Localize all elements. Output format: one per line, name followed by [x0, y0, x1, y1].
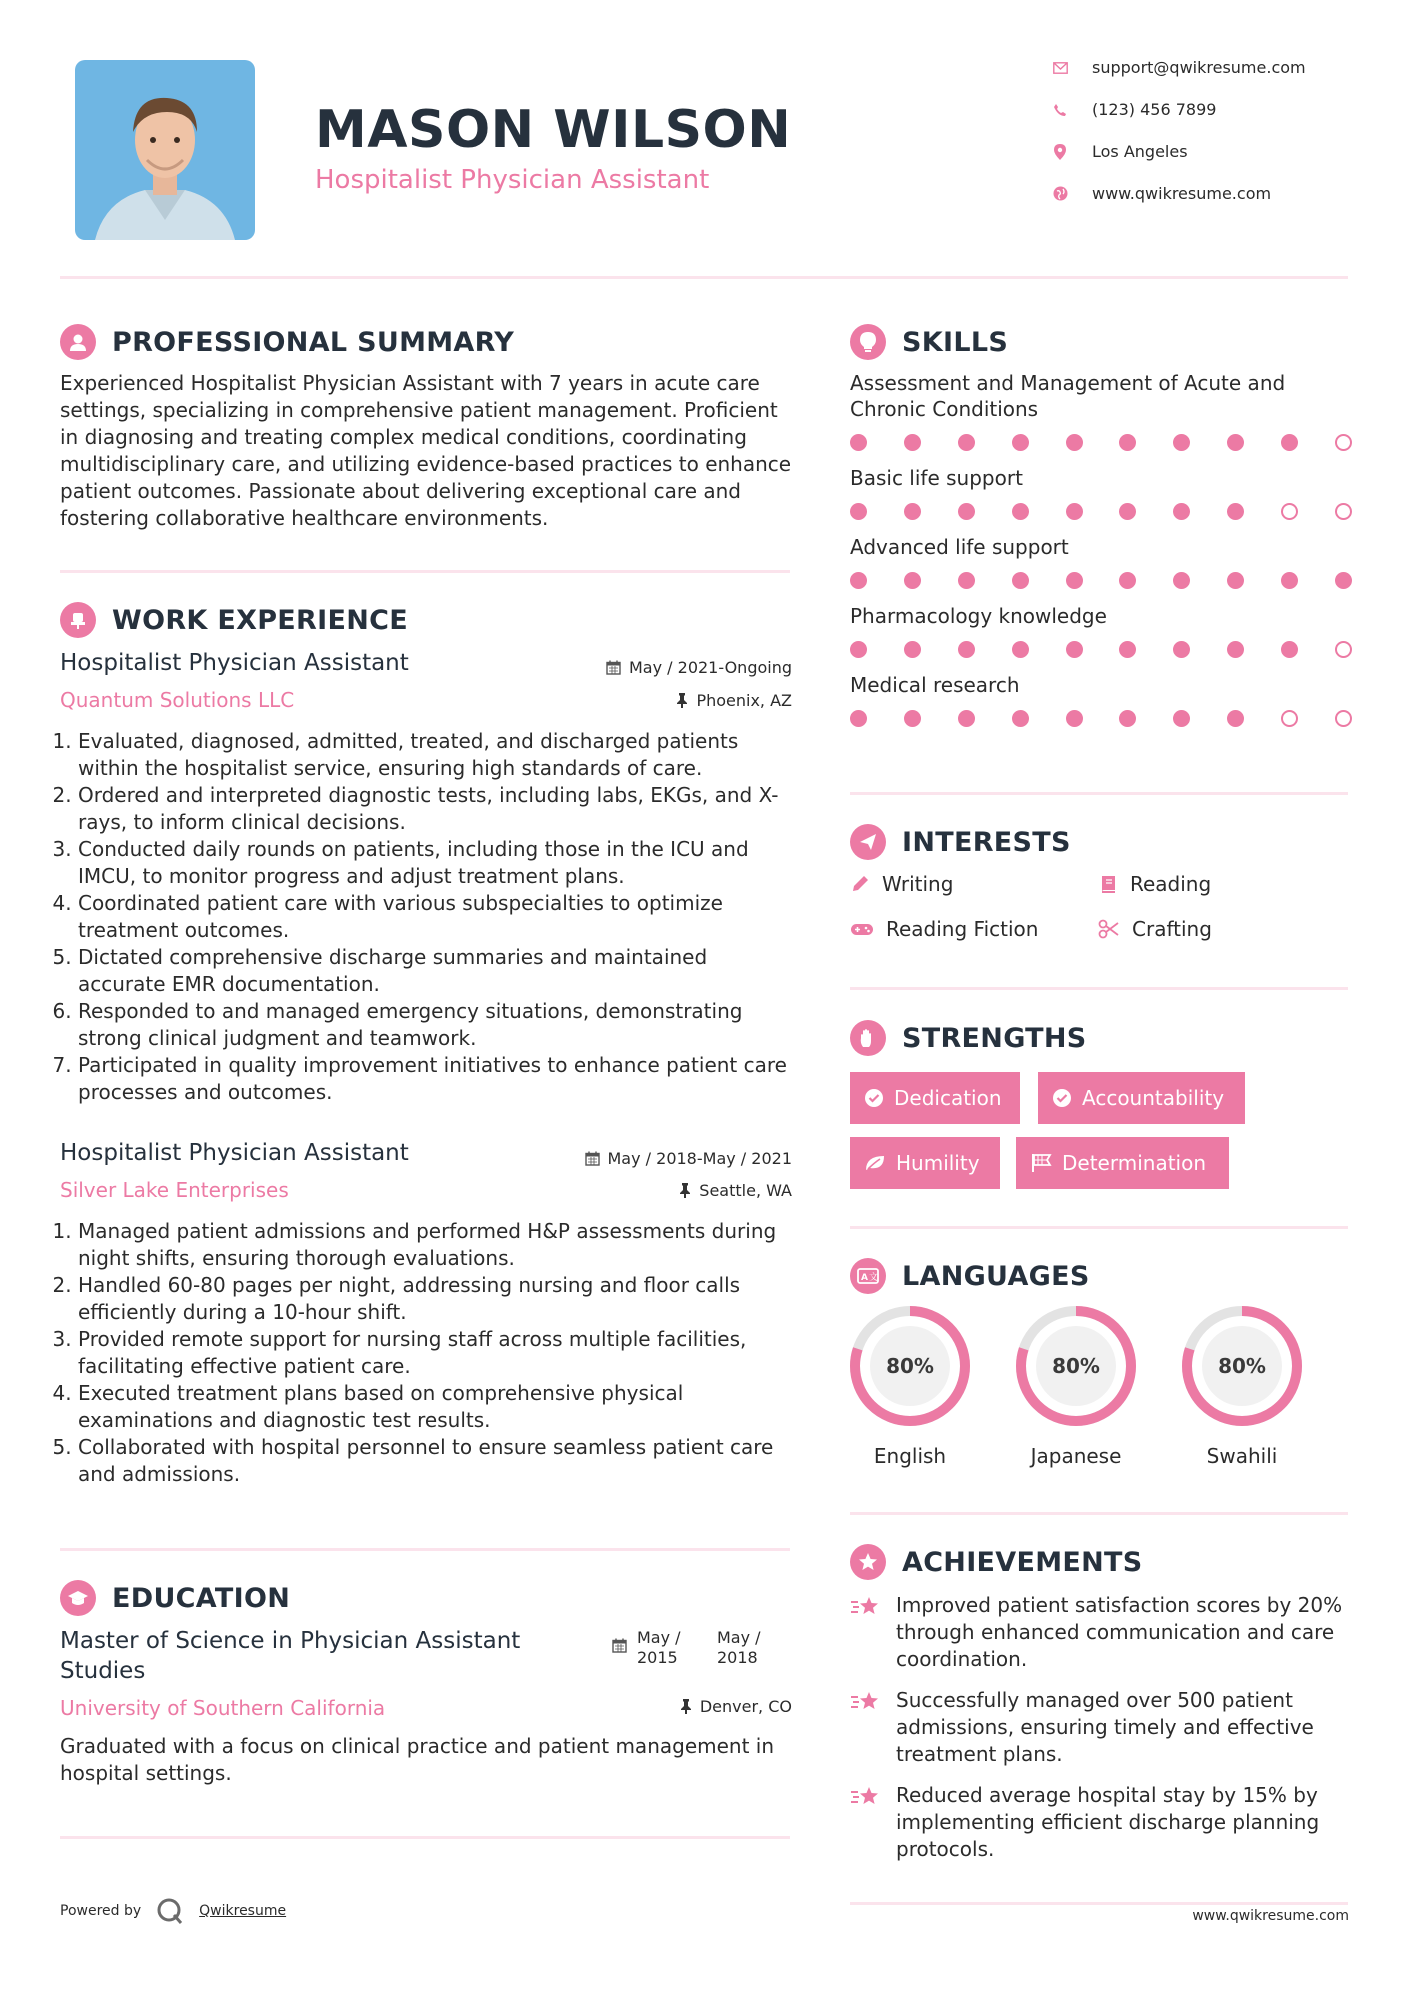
education-title: EDUCATION — [112, 1582, 291, 1614]
interests-divider — [850, 987, 1348, 990]
globe-icon — [1052, 186, 1068, 202]
rating-dot-filled — [1119, 503, 1136, 520]
list-item: 1. Evaluated, diagnosed, admitted, treated, and discharged patients within the hospitalist service, ensuring high standards of care. — [78, 728, 800, 782]
job-2-dates-text: May / 2018-May / 2021 — [607, 1149, 792, 1168]
strength-accountability — [1038, 1072, 1245, 1124]
education-end: May / 2018 — [717, 1628, 761, 1667]
skill-rating — [850, 572, 1352, 589]
rating-dot-filled — [1066, 434, 1083, 451]
rating-dot-filled — [904, 572, 921, 589]
rating-dot-filled — [1173, 572, 1190, 589]
rating-dot-filled — [904, 503, 921, 520]
achievement-item — [850, 1592, 1350, 1673]
rating-dot-filled — [1227, 503, 1244, 520]
rating-dot-empty — [1335, 710, 1352, 727]
interests-title: INTERESTS — [902, 826, 1071, 858]
rating-dot-empty — [1335, 641, 1352, 658]
rating-dot-filled — [958, 434, 975, 451]
language-swahili — [1180, 1304, 1304, 1468]
experience-title: WORK EXPERIENCE — [112, 604, 408, 636]
language-ring — [848, 1304, 972, 1428]
job-1-location-text: Phoenix, AZ — [696, 691, 792, 710]
rating-dot-empty — [1335, 434, 1352, 451]
education-heading — [60, 1580, 290, 1616]
powered-by-text: Powered by — [60, 1903, 142, 1919]
skill-item — [850, 534, 1350, 589]
achievement-text: Reduced average hospital stay by 15% by implementing efficient discharge planning protocols. — [896, 1783, 1320, 1861]
language-japanese — [1014, 1304, 1138, 1468]
achievements-divider — [850, 1902, 1348, 1905]
list-item: 4. Coordinated patient care with various subspecialties to optimize treatment outcomes. — [78, 890, 800, 944]
experience-heading — [60, 602, 408, 638]
rating-dot-empty — [1281, 710, 1298, 727]
pushpin-icon — [676, 693, 688, 708]
education-school: University of Southern California — [60, 1696, 386, 1720]
candidate-title: Hospitalist Physician Assistant — [315, 165, 710, 195]
list-item: 6. Responded to and managed emergency situations, demonstrating strong clinical judgment and teamwork. — [78, 998, 800, 1052]
language-ring — [1014, 1304, 1138, 1428]
user-icon — [60, 324, 96, 360]
achievement-item — [850, 1687, 1350, 1768]
strength-determination — [1016, 1137, 1229, 1189]
languages-divider — [850, 1512, 1348, 1515]
footer-powered — [60, 1896, 286, 1926]
strength-dedication — [850, 1072, 1020, 1124]
rating-dot-filled — [1173, 503, 1190, 520]
list-item: 1. Managed patient admissions and performed H&P assessments during night shifts, ensuring thorough evaluations. — [78, 1218, 800, 1272]
skill-item — [850, 603, 1350, 658]
language-percent: 80% — [1218, 1354, 1266, 1378]
briefcase-icon — [60, 602, 96, 638]
education-location-text: Denver, CO — [699, 1697, 792, 1716]
skill-rating — [850, 641, 1352, 658]
job-1-responsibilities — [60, 728, 800, 1106]
skill-item — [850, 370, 1350, 451]
education-degree: Master of Science in Physician Assistant Studies — [60, 1628, 521, 1684]
job-2-location — [500, 1181, 792, 1200]
map-pin-icon — [1052, 144, 1068, 160]
rating-dot-filled — [1066, 710, 1083, 727]
rating-dot-empty — [1335, 503, 1352, 520]
rating-dot-filled — [958, 503, 975, 520]
rating-dot-filled — [1066, 503, 1083, 520]
interest-label: Crafting — [1132, 917, 1212, 941]
job-1-title: Hospitalist Physician Assistant — [60, 650, 409, 676]
rating-dot-filled — [1012, 503, 1029, 520]
experience-divider — [60, 1548, 790, 1551]
envelope-icon — [1052, 60, 1068, 76]
skills-list — [850, 370, 1350, 727]
phone-text: (123) 456 7899 — [1092, 100, 1217, 119]
svg-text:A: A — [861, 1273, 868, 1283]
rating-dot-filled — [1119, 572, 1136, 589]
calendar-icon — [585, 1151, 600, 1166]
summary-heading — [60, 324, 514, 360]
skill-name: Advanced life support — [850, 535, 1069, 559]
list-item: 3. Conducted daily rounds on patients, including those in the ICU and IMCU, to monitor progress and adjust treatment plans. — [78, 836, 800, 890]
language-english — [848, 1304, 972, 1468]
languages-title: LANGUAGES — [902, 1260, 1090, 1292]
language-percent: 80% — [1052, 1354, 1100, 1378]
pushpin-icon — [679, 1183, 691, 1198]
skills-title: SKILLS — [902, 326, 1009, 358]
paper-plane-icon — [850, 824, 886, 860]
rating-dot-filled — [1012, 641, 1029, 658]
job-1-dates-text: May / 2021-Ongoing — [629, 658, 792, 677]
rating-dot-filled — [850, 503, 867, 520]
graduation-cap-icon — [60, 1580, 96, 1616]
rating-dot-filled — [1281, 434, 1298, 451]
shooting-star-icon — [850, 1594, 882, 1620]
skills-divider — [850, 792, 1348, 795]
qwikresume-link[interactable]: Qwikresume — [199, 1903, 287, 1919]
strength-label: Dedication — [894, 1086, 1002, 1110]
rating-dot-filled — [1281, 572, 1298, 589]
rating-dot-filled — [958, 641, 975, 658]
list-item: 3. Provided remote support for nursing staff across multiple facilities, facilitating effective patient care. — [78, 1326, 800, 1380]
list-item: 2. Handled 60-80 pages per night, addressing nursing and floor calls efficiently during a 10-hour shift. — [78, 1272, 800, 1326]
achievements-heading — [850, 1544, 1143, 1580]
lightbulb-icon — [850, 324, 886, 360]
education-description: Graduated with a focus on clinical practice and patient management in hospital settings. — [60, 1734, 775, 1785]
footer-website[interactable]: www.qwikresume.com — [1192, 1908, 1349, 1924]
gamepad-icon — [850, 921, 874, 937]
skill-rating — [850, 434, 1352, 451]
rating-dot-filled — [904, 641, 921, 658]
summary-divider — [60, 570, 790, 573]
rating-dot-filled — [850, 434, 867, 451]
rating-dot-filled — [1066, 572, 1083, 589]
job-1-company: Quantum Solutions LLC — [60, 688, 295, 712]
rating-dot-filled — [904, 710, 921, 727]
list-item: 5. Collaborated with hospital personnel to ensure seamless patient care and admissions. — [78, 1434, 800, 1488]
language-ring — [1180, 1304, 1304, 1428]
education-divider — [60, 1836, 790, 1839]
rating-dot-filled — [1066, 641, 1083, 658]
rating-dot-filled — [958, 572, 975, 589]
shooting-star-icon — [850, 1689, 882, 1715]
skill-name: Medical research — [850, 673, 1020, 697]
contact-location — [1052, 142, 1188, 161]
summary-title: PROFESSIONAL SUMMARY — [112, 326, 515, 358]
job-2-title: Hospitalist Physician Assistant — [60, 1140, 409, 1166]
languages-heading — [850, 1258, 1090, 1294]
profile-photo — [75, 60, 255, 240]
skills-heading — [850, 324, 1008, 360]
strength-label: Humility — [896, 1151, 980, 1175]
job-1-location — [500, 691, 792, 710]
hand-icon — [850, 1020, 886, 1056]
check-circle-icon — [864, 1088, 884, 1108]
strengths-heading — [850, 1020, 1087, 1056]
translate-icon — [850, 1258, 886, 1294]
job-2-responsibilities — [60, 1218, 800, 1488]
job-2-company: Silver Lake Enterprises — [60, 1178, 289, 1202]
strengths-divider — [850, 1226, 1348, 1229]
strengths-title: STRENGTHS — [902, 1022, 1087, 1054]
star-badge-icon — [850, 1544, 886, 1580]
education-location — [560, 1697, 792, 1716]
interest-label: Reading — [1130, 872, 1212, 896]
qwikresume-logo-icon — [155, 1896, 185, 1926]
contact-phone[interactable] — [1052, 100, 1216, 119]
scissors-icon — [1098, 919, 1120, 939]
flag-icon — [1030, 1153, 1052, 1173]
shooting-star-icon — [850, 1784, 882, 1810]
strength-label: Determination — [1062, 1151, 1207, 1175]
achievements-title: ACHIEVEMENTS — [902, 1546, 1143, 1578]
skill-item — [850, 672, 1350, 727]
summary-text: Experienced Hospitalist Physician Assistant with 7 years in acute care settings, specializing in comprehensive patient management. Proficient in diagnosing and treating complex medical conditions, coordinating multidisciplinary care, and utilizing evidence-based practices to enhance patient outcomes. Passionate about delivering exceptional care and fostering collaborative healthcare environments. — [60, 371, 792, 530]
language-name: Japanese — [1030, 1444, 1122, 1468]
achievement-text: Improved patient satisfaction scores by 20% through enhanced communication and care coordination. — [896, 1593, 1343, 1671]
list-item: 7. Participated in quality improvement initiatives to enhance patient care processes and outcomes. — [78, 1052, 800, 1106]
svg-text:文: 文 — [869, 1273, 879, 1283]
email-text: support@qwikresume.com — [1092, 58, 1306, 77]
interest-reading-fiction — [850, 917, 1038, 941]
candidate-name: MASON WILSON — [315, 100, 792, 160]
rating-dot-empty — [1281, 503, 1298, 520]
achievement-text: Successfully managed over 500 patient admissions, ensuring timely and effective treatment plans. — [896, 1688, 1314, 1766]
header-divider — [60, 276, 1348, 279]
rating-dot-filled — [1173, 710, 1190, 727]
contact-website[interactable] — [1052, 184, 1271, 203]
rating-dot-filled — [1227, 434, 1244, 451]
language-name: English — [873, 1444, 947, 1468]
skill-name: Pharmacology knowledge — [850, 604, 1107, 628]
achievement-item — [850, 1782, 1350, 1863]
skill-rating — [850, 503, 1352, 520]
interest-label: Writing — [882, 872, 954, 896]
education-dates — [612, 1628, 769, 1668]
job-1-dates — [500, 658, 792, 677]
website-text: www.qwikresume.com — [1092, 184, 1272, 203]
strength-humility — [850, 1137, 1000, 1189]
check-circle-icon — [1052, 1088, 1072, 1108]
contact-email[interactable] — [1052, 58, 1306, 77]
skill-item — [850, 465, 1350, 520]
education-start: May / 2015 — [637, 1628, 681, 1667]
job-2-dates — [500, 1149, 792, 1168]
rating-dot-filled — [1012, 710, 1029, 727]
rating-dot-filled — [1227, 710, 1244, 727]
rating-dot-filled — [904, 434, 921, 451]
skill-name: Assessment and Management of Acute and Chronic Conditions — [850, 371, 1286, 421]
list-item: 2. Ordered and interpreted diagnostic tests, including labs, EKGs, and X-rays, to inform clinical decisions. — [78, 782, 800, 836]
rating-dot-filled — [1173, 641, 1190, 658]
list-item: 5. Dictated comprehensive discharge summaries and maintained accurate EMR documentation. — [78, 944, 800, 998]
interest-crafting — [1098, 917, 1212, 941]
rating-dot-filled — [1335, 572, 1352, 589]
pushpin-icon — [680, 1699, 692, 1714]
phone-icon — [1052, 102, 1068, 118]
rating-dot-filled — [850, 710, 867, 727]
book-icon — [1098, 874, 1118, 894]
list-item: 4. Executed treatment plans based on comprehensive physical examinations and diagnostic test results. — [78, 1380, 800, 1434]
language-name: Swahili — [1206, 1444, 1278, 1468]
rating-dot-filled — [1012, 434, 1029, 451]
rating-dot-filled — [850, 572, 867, 589]
location-text: Los Angeles — [1092, 142, 1188, 161]
rating-dot-filled — [1119, 710, 1136, 727]
calendar-icon — [612, 1638, 627, 1653]
rating-dot-filled — [850, 641, 867, 658]
pencil-icon — [850, 874, 870, 894]
rating-dot-filled — [958, 710, 975, 727]
interest-label: Reading Fiction — [886, 917, 1039, 941]
rating-dot-filled — [1173, 434, 1190, 451]
interests-heading — [850, 824, 1071, 860]
skill-rating — [850, 710, 1352, 727]
leaf-icon — [864, 1154, 886, 1172]
job-2-location-text: Seattle, WA — [699, 1181, 792, 1200]
rating-dot-filled — [1119, 434, 1136, 451]
interest-writing — [850, 872, 953, 896]
rating-dot-filled — [1227, 641, 1244, 658]
skill-name: Basic life support — [850, 466, 1023, 490]
interest-reading — [1098, 872, 1211, 896]
rating-dot-filled — [1119, 641, 1136, 658]
rating-dot-filled — [1227, 572, 1244, 589]
rating-dot-filled — [1281, 641, 1298, 658]
calendar-icon — [606, 660, 621, 675]
strength-label: Accountability — [1082, 1086, 1225, 1110]
language-percent: 80% — [886, 1354, 934, 1378]
rating-dot-filled — [1012, 572, 1029, 589]
